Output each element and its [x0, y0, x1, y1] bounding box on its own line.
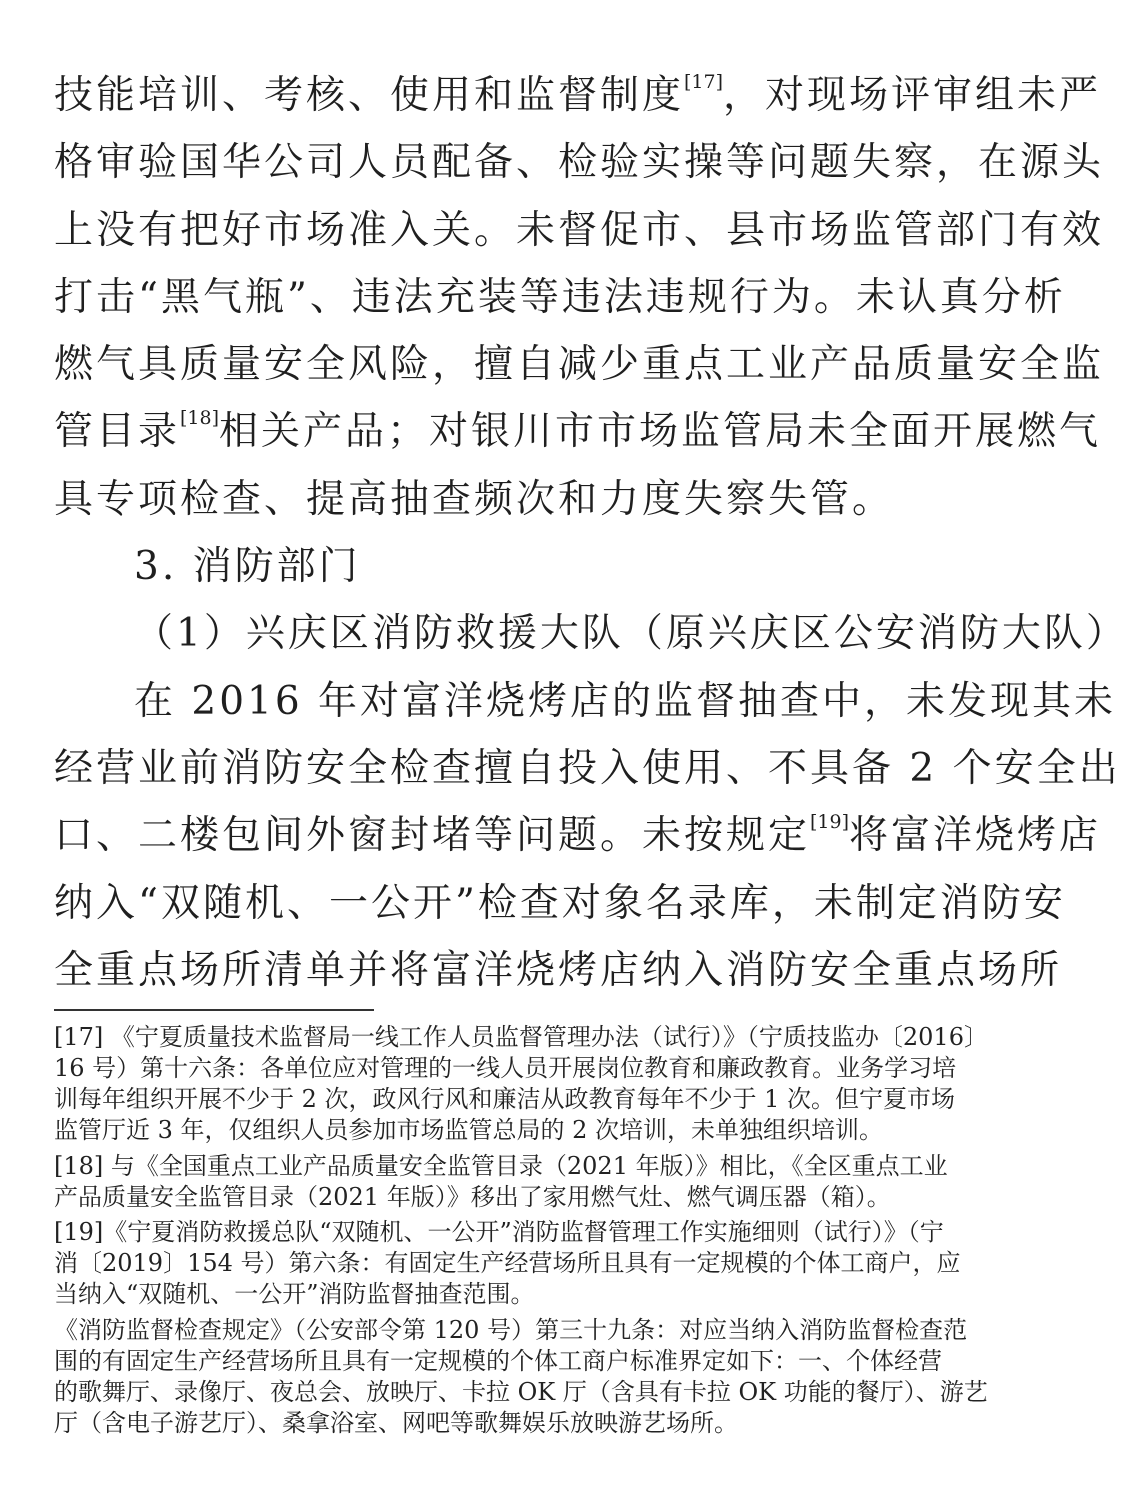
paragraph-line	[54, 398, 1102, 465]
footnote-divider	[54, 1009, 374, 1011]
footnote-line: 产品质量安全监管目录（2021 年版）》移出了家用燃气灶、燃气调压器（箱）。	[54, 1182, 891, 1211]
paragraph-line: 经营业前消防安全检查擅自投入使用、不具备 2 个安全出	[54, 745, 1121, 791]
footnote-18	[54, 1151, 1039, 1213]
text-span: 管目录	[54, 409, 181, 455]
paragraph-line: 纳入“双随机、一公开”检查对象名录库，未制定消防安	[54, 880, 1066, 926]
footnote-line: [19]《宁夏消防救援总队“双随机、一公开”消防监督管理工作实施细则（试行）》（宁	[54, 1218, 944, 1246]
paragraph-line: 燃气具质量安全风险，擅自减少重点工业产品质量安全监	[54, 342, 1105, 388]
footnote-line: [17] 《宁夏质量技术监督局一线工作人员监督管理办法（试行）》（宁质技监办〔2016〕	[54, 1023, 988, 1051]
footnote-ref-18: [18]	[180, 407, 220, 430]
section-heading: 3. 消防部门	[134, 544, 361, 590]
footnote-line: 《消防监督检查规定》（公安部令第 120 号）第三十九条：对应当纳入消防监督检查范	[54, 1315, 968, 1344]
paragraph-line: 打击“黑气瓶”、违法充装等违法违规行为。未认真分析	[54, 274, 1066, 320]
footnotes	[54, 1022, 1039, 1443]
footnote-line: 16 号）第十六条：各单位应对管理的一线人员开展岗位教育和廉政教育。业务学习培	[54, 1054, 957, 1082]
paragraph-line: 上没有把好市场准入关。未督促市、县市场监管部门有效	[54, 207, 1105, 253]
footnote-line: 的歌舞厅、录像厅、夜总会、放映厅、卡拉 OK 厅（含具有卡拉 OK 功能的餐厅）、游艺	[54, 1377, 988, 1406]
text-span: 技能培训、考核、使用和监督制度	[54, 73, 685, 118]
footnote-19-continued	[54, 1315, 1039, 1439]
subsection-heading: （1）兴庆区消防救援大队（原兴庆区公安消防大队）	[134, 611, 1128, 657]
footnote-ref-19: [19]	[810, 811, 850, 834]
paragraph-line: 在 2016 年对富洋烧烤店的监督抽查中，未发现其未	[134, 678, 1117, 724]
footnote-line: 当纳入“双随机、一公开”消防监督抽查范围。	[54, 1280, 535, 1308]
body-text	[54, 62, 1128, 1004]
footnote-line: 训每年组织开展不少于 2 次，政风行风和廉洁从政教育每年不少于 1 次。但宁夏市场	[54, 1085, 956, 1113]
footnote-line: 监管厅近 3 年，仅组织人员参加市场监管总局的 2 次培训，未单独组织培训。	[54, 1116, 884, 1144]
text-span: ，对现场评审组未严	[723, 73, 1102, 118]
paragraph-line: 格审验国华公司人员配备、检验实操等问题失察，在源头	[54, 140, 1105, 186]
text-span: 将富洋烧烤店	[849, 813, 1102, 859]
footnote-line: 消〔2019〕154 号）第六条：有固定生产经营场所且具有一定规模的个体工商户，应	[54, 1249, 961, 1277]
footnote-17	[54, 1022, 1039, 1146]
paragraph-line: 全重点场所清单并将富洋烧烤店纳入消防安全重点场所	[54, 947, 1063, 993]
footnote-line: 围的有固定生产经营场所且具有一定规模的个体工商户标准界定如下：一、个体经营	[54, 1346, 942, 1375]
footnote-19	[54, 1217, 1039, 1310]
footnote-line: 厅（含电子游艺厅）、桑拿浴室、网吧等歌舞娱乐放映游艺场所。	[54, 1408, 738, 1437]
text-span: 相关产品；对银川市市场监管局未全面开展燃气	[219, 409, 1102, 455]
paragraph-line	[54, 62, 1102, 129]
paragraph-line: 具专项检查、提高抽查频次和力度失察失管。	[54, 476, 895, 522]
text-span: 口、二楼包间外窗封堵等问题。未按规定	[54, 813, 811, 859]
footnote-line: [18] 与《全国重点工业产品质量安全监管目录（2021 年版）》相比，《全区重点工业	[54, 1151, 948, 1180]
footnote-ref-17: [17]	[684, 71, 724, 93]
paragraph-line	[54, 802, 1102, 869]
